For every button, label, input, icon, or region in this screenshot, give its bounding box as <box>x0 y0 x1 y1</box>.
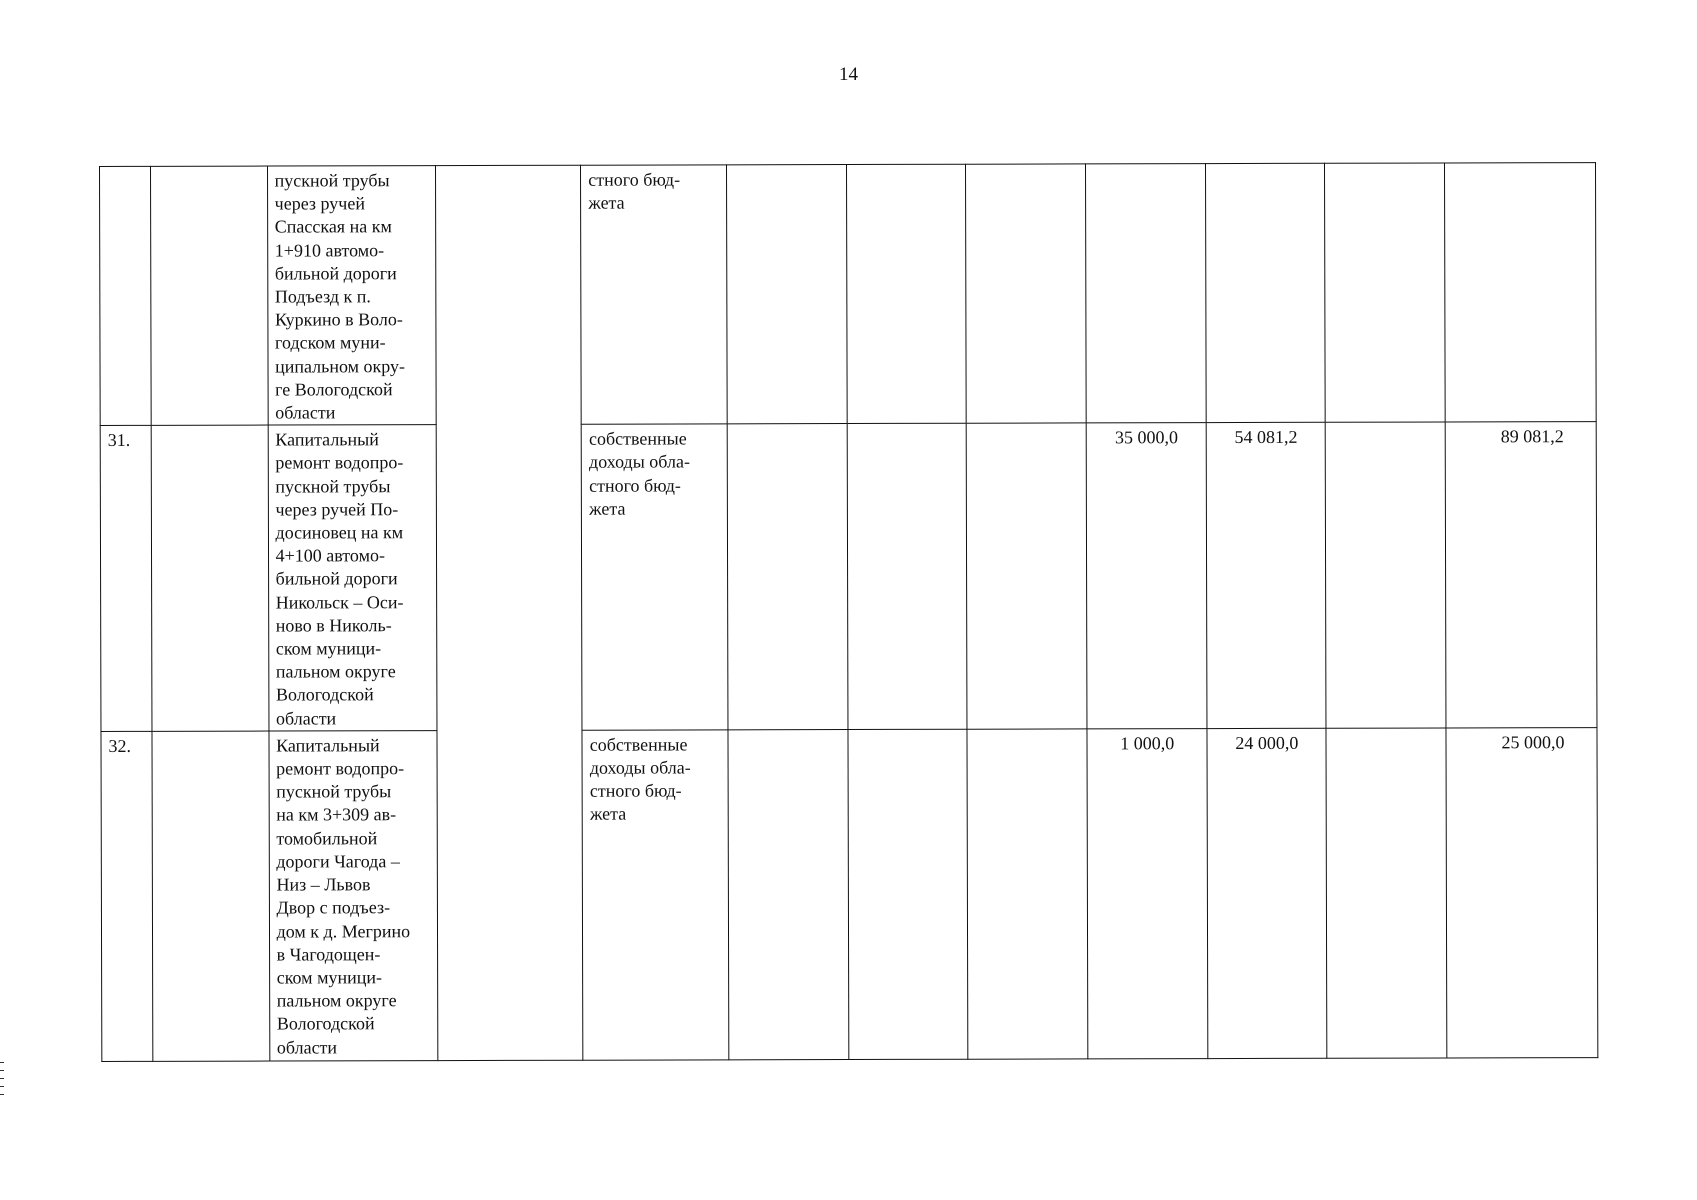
budget-table <box>99 162 1598 1062</box>
funding-source-cell: собственные доходы обла- стного бюд- жета <box>581 424 728 730</box>
table-row <box>100 163 1597 426</box>
value-cell <box>728 729 848 1059</box>
table-row <box>101 727 1598 1061</box>
value-cell <box>728 424 848 730</box>
funding-source-cell: собственные доходы обла- стного бюд- жета <box>582 730 729 1060</box>
value-cell: 35 000,0 <box>1086 423 1206 729</box>
value-cell <box>966 164 1086 424</box>
funding-source-cell: стного бюд- жета <box>581 165 728 425</box>
value-cell: 54 081,2 <box>1206 423 1326 729</box>
table-row <box>100 422 1597 732</box>
object-name-cell: Капитальный ремонт водопро- пускной трубы через ручей По- досиновец на км 4+100 автомо- бильной дороги Никольск – Оси- ново в Николь- ском муници- пальном округе Вологодской области <box>268 425 437 731</box>
total-cell <box>1444 163 1596 423</box>
total-cell: 25 000,0 <box>1446 727 1598 1057</box>
blank-cell <box>151 166 268 426</box>
blank-cell <box>152 731 269 1061</box>
value-cell <box>1325 422 1445 728</box>
value-cell <box>967 423 1087 729</box>
value-cell <box>848 729 968 1059</box>
object-name-cell: пускной трубы через ручей Спасская на км 1+910 автомо- бильной дороги Подъезд к п. Куркино в Воло- годском муни- ципальном окру- ге Вологодской области <box>267 166 436 426</box>
value-cell <box>1205 163 1325 423</box>
value-cell <box>846 164 966 424</box>
value-cell <box>967 729 1087 1059</box>
page-number: 14 <box>839 64 858 85</box>
value-cell <box>1086 164 1206 424</box>
object-name-cell: Капитальный ремонт водопро- пускной трубы на км 3+309 ав- томобильной дороги Чагода – Низ – Львов Двор с подъез- дом к д. Мегрино в Чагодощен- ском муници- пальном округе Вологодской области <box>269 730 438 1060</box>
row-number-cell: 31. <box>100 426 152 732</box>
value-cell <box>727 165 847 425</box>
merged-blank-cell <box>436 165 583 1060</box>
value-cell <box>1325 163 1445 423</box>
blank-cell <box>151 425 268 731</box>
value-cell: 1 000,0 <box>1087 728 1207 1058</box>
value-cell: 24 000,0 <box>1207 728 1327 1058</box>
row-number-cell: 32. <box>101 731 153 1061</box>
value-cell <box>847 423 967 729</box>
row-number-cell <box>100 166 152 425</box>
total-cell: 89 081,2 <box>1445 422 1597 728</box>
value-cell <box>1326 728 1446 1058</box>
